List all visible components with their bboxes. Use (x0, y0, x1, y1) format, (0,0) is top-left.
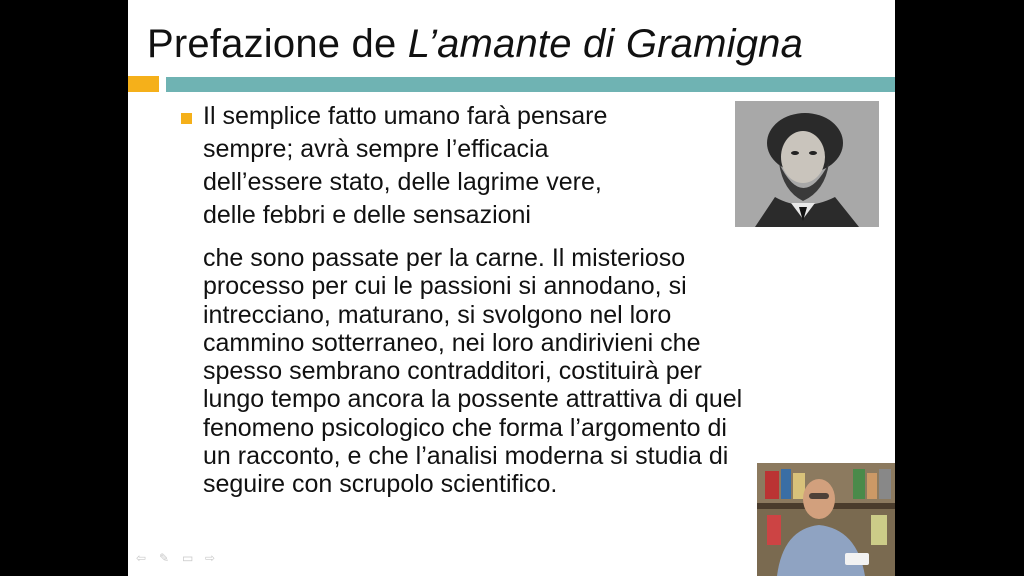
paragraph-bottom (203, 244, 742, 499)
title-accent-teal-bar (166, 77, 895, 92)
slide-title (147, 22, 803, 67)
pen-icon[interactable]: ✎ (159, 551, 170, 565)
slide-navigation (136, 552, 219, 564)
next-arrow-icon[interactable]: ⇨ (205, 551, 216, 565)
text-line: che sono passate per la carne. Il misterioso (203, 244, 686, 272)
menu-icon[interactable]: ▭ (182, 551, 194, 565)
text-line: intrecciano, maturano, si svolgono nel loro (203, 300, 672, 329)
webcam-image (757, 463, 895, 576)
text-line: delle febbri e delle sensazioni (203, 201, 531, 229)
text-line: processo per cui le passioni si annodano, si (203, 272, 687, 301)
prev-arrow-icon[interactable]: ⇦ (136, 551, 147, 565)
portrait-image (735, 101, 879, 227)
text-line: lungo tempo ancora la possente attrattiva di quel (203, 385, 743, 414)
author-portrait (735, 101, 879, 227)
title-italic: L’amante di Gramigna (407, 22, 804, 66)
paragraph-top (203, 100, 607, 232)
text-line: dell’essere stato, delle lagrime vere, (203, 168, 602, 196)
text-line: un racconto, e che l’analisi moderna si studia di (203, 442, 729, 471)
title-prefix: Prefazione de (147, 22, 408, 66)
title-accent-orange-bar (128, 76, 159, 92)
text-line: fenomeno psicologico che forma l’argomento di (203, 413, 727, 442)
text-line: seguire con scrupolo scientifico. (203, 470, 558, 499)
text-line: Il semplice fatto umano farà pensare (203, 102, 608, 130)
text-line: spesso sembrano contradditori, costituirà per (203, 357, 702, 386)
text-line: cammino sotterraneo, nei loro andirivieni che (203, 328, 701, 357)
bullet-square-icon (181, 113, 192, 124)
text-line: sempre; avrà sempre l’efficacia (203, 135, 549, 163)
presenter-webcam (757, 463, 895, 576)
